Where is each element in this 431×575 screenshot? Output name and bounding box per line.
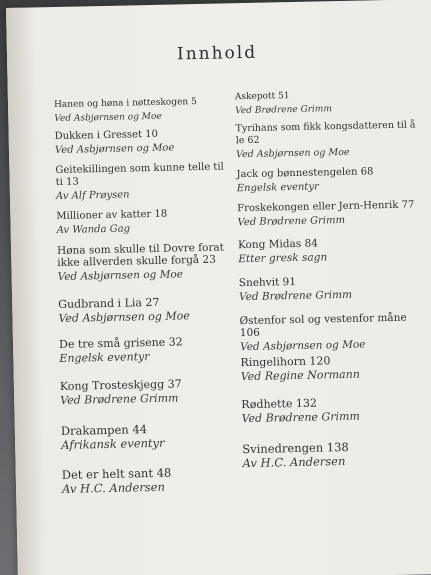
toc-entry-title: De tre små grisene 32 — [58, 335, 183, 351]
toc-entry — [61, 421, 237, 452]
toc-entry-author: Ved Asbjørnsen og Moe — [58, 309, 190, 325]
toc-entry-title: Askepott 51 — [234, 91, 290, 103]
toc-entry-title: Høna som skulle til Dovre forat ikke allverden skulle forgå 23 — [56, 241, 225, 269]
toc-entry-title: Østenfor sol og vestenfor måne 106 — [239, 311, 407, 340]
toc-entry — [241, 395, 431, 426]
toc-entry — [237, 199, 428, 230]
toc-entry-author: Ved Brødrene Grimm — [238, 288, 353, 304]
toc-left-column — [53, 95, 229, 496]
toc-entry-title: Kong Midas 84 — [237, 237, 319, 252]
toc-entry-author: Ved Brødrene Grimm — [237, 214, 346, 229]
toc-entry — [58, 295, 234, 326]
toc-entry-author: Ved Brødrene Grimm — [235, 104, 333, 117]
toc-entry — [239, 273, 430, 304]
toc-entry-title: Ringelihorn 120 — [240, 354, 331, 370]
toc-entry — [55, 127, 231, 158]
toc-entry-title: Gudbrand i Lia 27 — [58, 295, 160, 311]
toc-entry-title: Snehvit 91 — [238, 275, 297, 290]
toc-entry — [62, 465, 238, 496]
toc-entry — [239, 311, 430, 354]
toc-entry — [57, 241, 233, 284]
toc-entry-title: Det er helt sant 48 — [61, 465, 172, 482]
toc-entry-title: Hanen og høna i nøtteskogen 5 — [53, 97, 197, 111]
toc-entry-author: Ved Asbjørnsen og Moe — [236, 146, 350, 161]
toc-entry-author: Ved Asbjørnsen og Moe — [54, 111, 162, 125]
toc-entry-title: Millioner av katter 18 — [56, 208, 168, 222]
toc-entry-author: Etter gresk sagn — [238, 251, 328, 266]
toc-entry-title: Drakampen 44 — [60, 422, 148, 438]
toc-entry-title: Geitekillingen som kunne telle til ti 13 — [55, 161, 224, 188]
toc-entry-author: Av Alf Prøysen — [55, 189, 130, 202]
toc-entry — [55, 161, 231, 204]
toc-entry — [60, 377, 236, 408]
toc-entry-title: Kong Trosteskjegg 37 — [59, 377, 182, 393]
toc-entry — [56, 207, 232, 238]
toc-entry-title: Tyrihans som fikk kongsdatteren til å le 62 — [235, 119, 416, 147]
toc-entry-author: Ved Asbjørnsen og Moe — [57, 268, 184, 283]
toc-entry-title: Froskekongen eller Jern-Henrik 77 — [237, 199, 415, 215]
toc-entry-author: Ved Asbjørnsen og Moe — [240, 338, 366, 354]
toc-entry-author: Engelsk eventyr — [59, 350, 150, 365]
toc-right-column — [234, 91, 425, 471]
toc-entry — [240, 353, 431, 384]
toc-entry — [242, 439, 431, 470]
page-title: Innhold — [176, 42, 258, 65]
toc-entry-author: Ved Regine Normann — [240, 367, 360, 384]
toc-entry-author: Ved Brødrene Grimm — [60, 391, 179, 407]
toc-entry-title: Jack og bønnestengelen 68 — [236, 166, 374, 181]
toc-entry-title: Rødhette 132 — [241, 396, 318, 412]
toc-entry-author: Afrikansk eventyr — [61, 435, 165, 452]
toc-entry-title: Svinedrengen 138 — [242, 439, 349, 457]
toc-entry-author: Av Wanda Gag — [56, 223, 131, 236]
toc-entry — [235, 119, 426, 162]
toc-entry — [59, 335, 235, 366]
toc-entry-author: Ved Brødrene Grimm — [241, 409, 361, 426]
toc-entry — [54, 95, 230, 126]
toc-entry-author: Ved Asbjørnsen og Moe — [54, 142, 175, 157]
toc-entry-author: Av H.C. Andersen — [61, 479, 166, 496]
toc-entry-author: Av H.C. Andersen — [242, 453, 346, 471]
toc-entry — [238, 235, 429, 266]
toc-entry-author: Engelsk eventyr — [236, 181, 319, 195]
toc-entry — [236, 165, 427, 196]
book-page — [6, 0, 431, 575]
toc-entry — [235, 87, 426, 118]
toc-entry-title: Dukken i Gresset 10 — [54, 128, 159, 143]
